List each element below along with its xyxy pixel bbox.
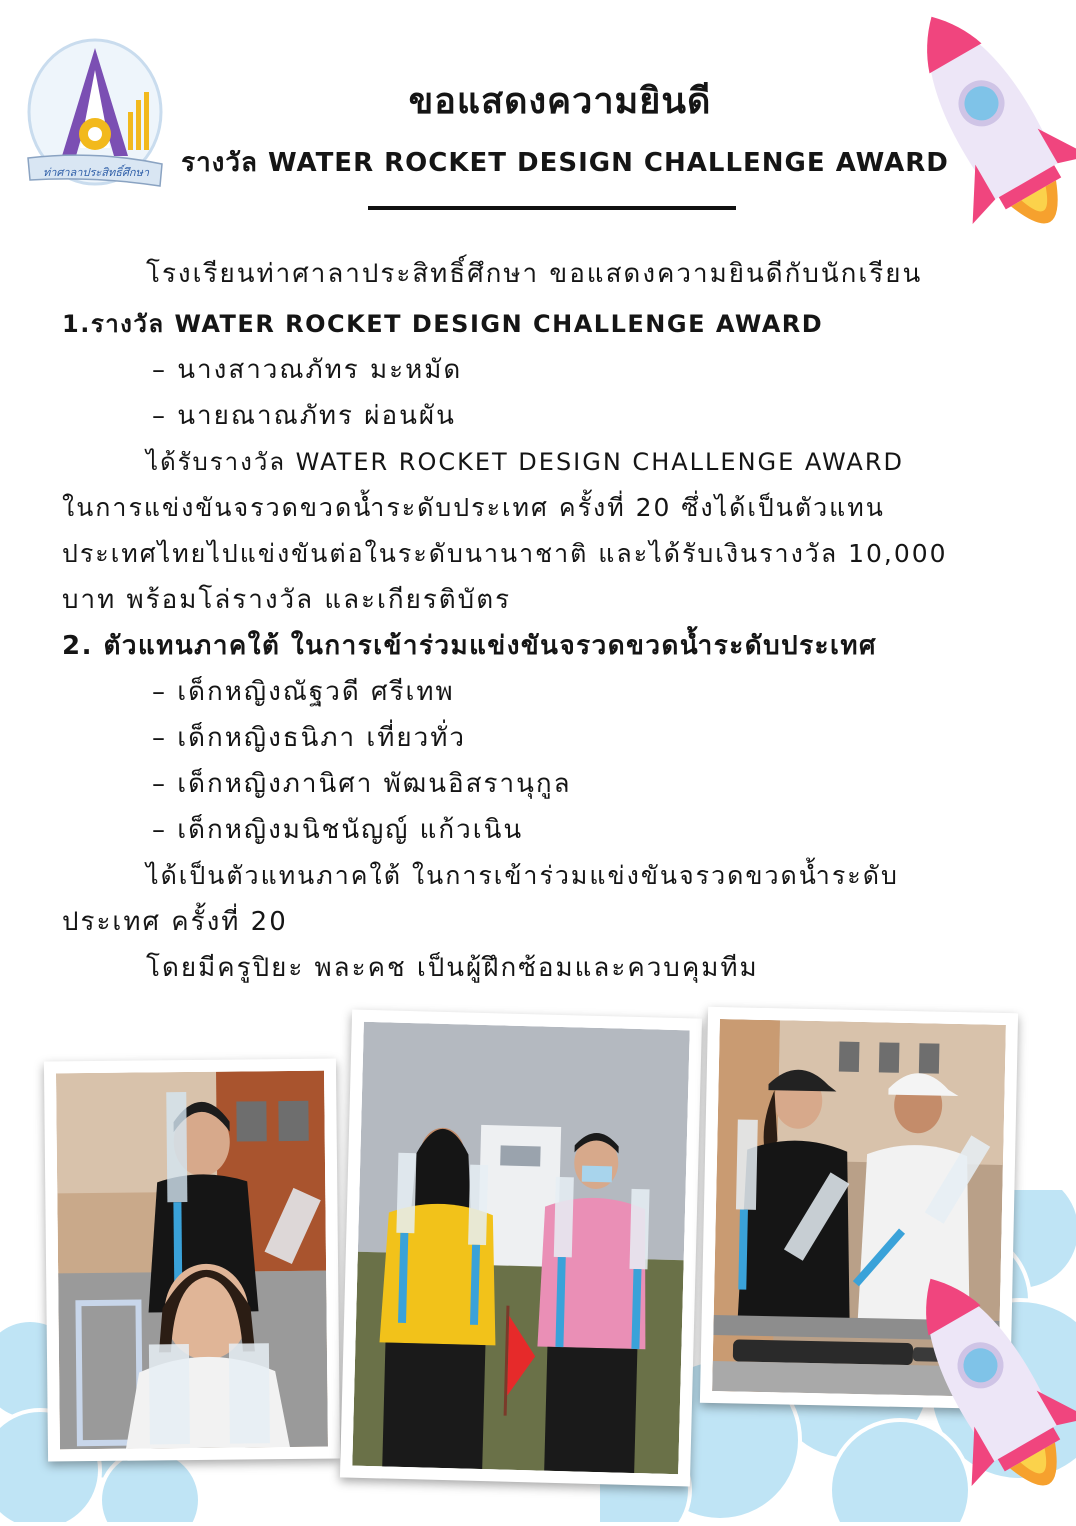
page-subtitle: รางวัล WATER ROCKET DESIGN CHALLENGE AWARD <box>181 148 949 178</box>
coach-text: โดยมีครูปิยะ พละคช เป็นผู้ฝึกซ้อมและควบคุมทีม <box>146 953 759 983</box>
section2-heading: 2. ตัวแทนภาคใต้ ในการเข้าร่วมแข่งขันจรวดขวดน้ำระดับประเทศ <box>62 631 878 661</box>
section2-name-1: – เด็กหญิงณัฐวดี ศรีเทพ <box>152 677 455 707</box>
section1-desc-3: ประเทศไทยไปแข่งขันต่อในระดับนานาชาติ และได้รับเงินรางวัล 10,000 <box>62 539 948 568</box>
photo-students-2 <box>340 1009 702 1486</box>
logo-text: ท่าศาลาประสิทธิ์ศึกษา <box>42 166 150 179</box>
section1-desc-1: ได้รับรางวัล WATER ROCKET DESIGN CHALLENGE AWARD <box>146 448 905 476</box>
section2-name-4: – เด็กหญิงมนิชนัญญ์ แก้วเนิน <box>152 815 524 845</box>
section1-name-1: – นางสาวณภัทร มะหมัด <box>152 355 463 385</box>
rocket-illustration-bottom <box>910 1262 1076 1512</box>
section2-desc-2: ประเทศ ครั้งที่ 20 <box>62 907 288 937</box>
section2-name-3: – เด็กหญิงภานิศา พัฒนอิสรานุกูล <box>152 769 572 799</box>
photo-students-1 <box>44 1058 340 1461</box>
intro-text: โรงเรียนท่าศาลาประสิทธิ์ศึกษา ขอแสดงความยินดีกับนักเรียน <box>146 259 923 289</box>
section1-desc-2: ในการแข่งขันจรวดขวดน้ำระดับประเทศ ครั้งที่ 20 ซึ่งได้เป็นตัวแทน <box>62 493 885 522</box>
section2-desc-1: ได้เป็นตัวแทนภาคใต้ ในการเข้าร่วมแข่งขันจรวดขวดน้ำระดับ <box>146 861 899 890</box>
page-title: ขอแสดงความยินดี <box>408 81 712 122</box>
section2-name-2: – เด็กหญิงธนิภา เที่ยวทั่ว <box>152 723 467 753</box>
section1-desc-4: บาท พร้อมโล่รางวัล และเกียรติบัตร <box>62 585 512 615</box>
section1-name-2: – นายณาณภัทร ผ่อนผัน <box>152 401 456 431</box>
section1-heading: 1.รางวัล WATER ROCKET DESIGN CHALLENGE AWARD <box>62 310 824 338</box>
